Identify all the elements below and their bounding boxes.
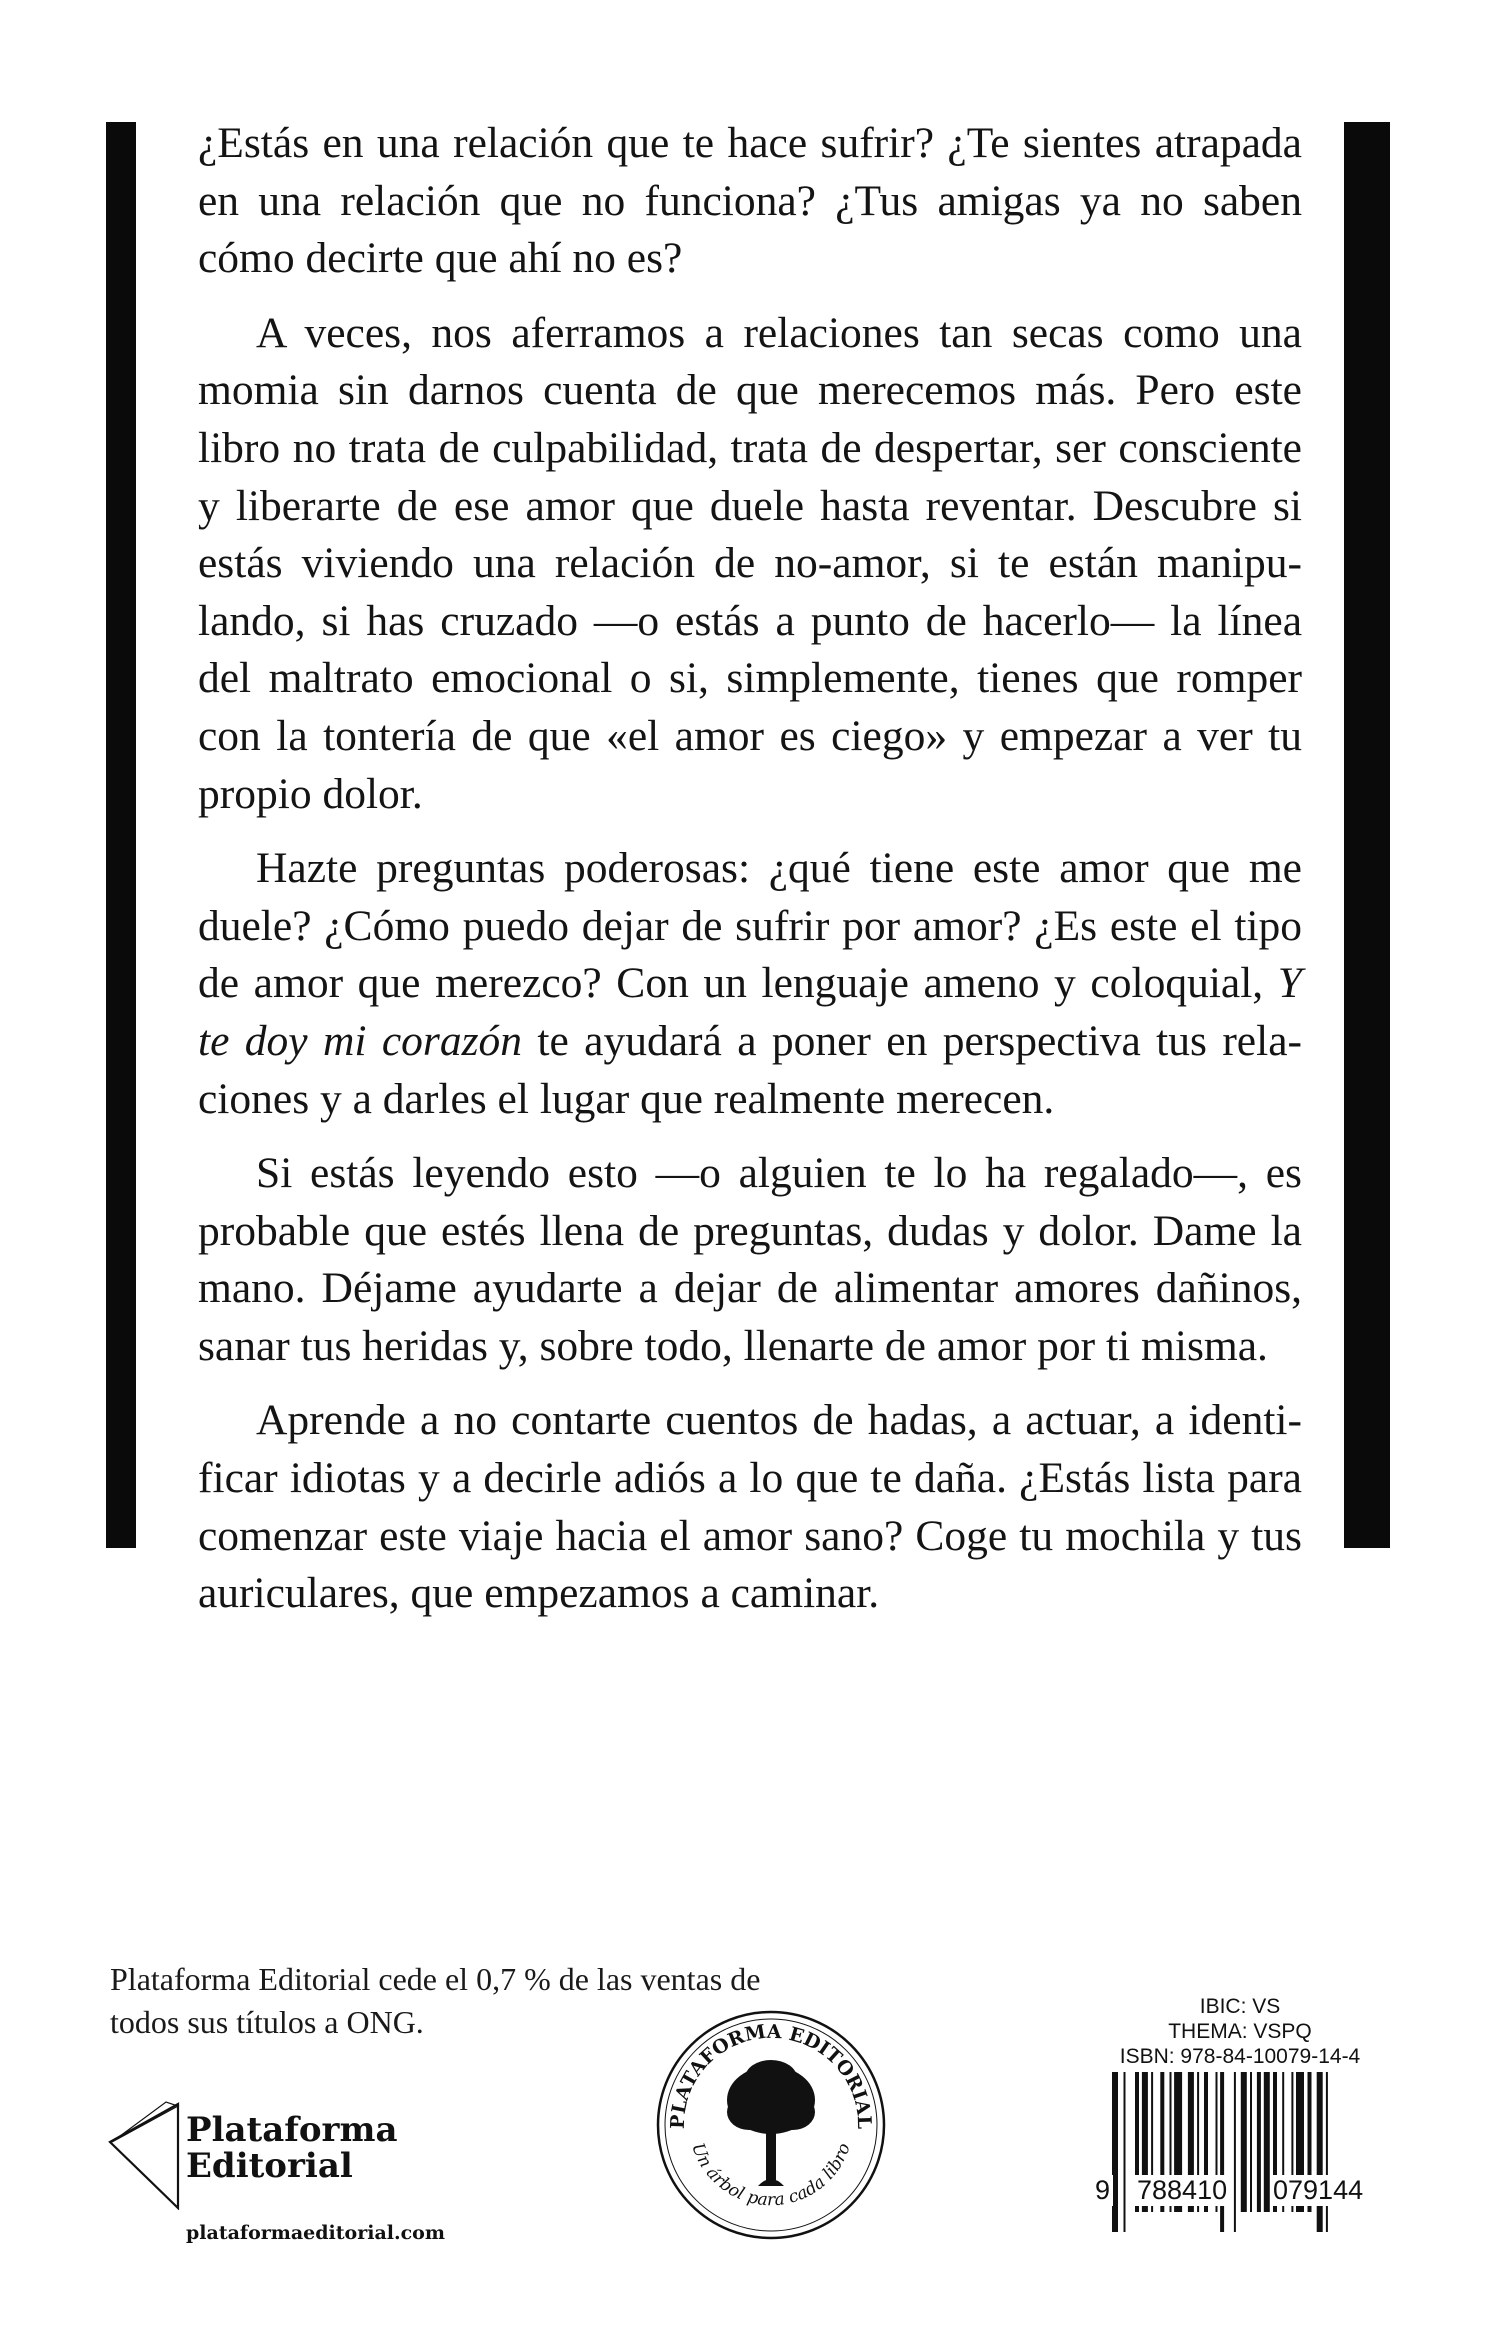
isbn-code: ISBN: 978-84-10079-14-4 [1119,2045,1361,2068]
barcode-digits-left: 788410 [1134,2175,1230,2206]
barcode-digits [1092,2175,1392,2215]
seal-bottom-text: Un árbol para cada libro [687,2140,855,2211]
back-cover-blurb [198,115,1302,1640]
right-decorative-bar [1344,122,1390,1548]
tree-seal [654,2008,888,2242]
seal-top-text: PLATAFORMA EDITORIAL [666,2020,876,2130]
blurb-paragraph-5: Aprende a no contarte cuentos de hadas, a actuar, a identificar idiotas y a decirle adiós a lo que te daña. ¿Estás lista para comenzar este viaje hacia el amor sano? Coge tu mochila y tus auriculares, que empezamos a caminar. [198,1396,1302,1618]
blurb-paragraph-1: ¿Estás en una relación que te hace sufrir? ¿Te sientes atrapada en una relación que no funciona? ¿Tus amigas ya no saben cómo decirte que ahí no es? [198,119,1302,283]
publisher-name: Plataforma Editorial [186,2110,398,2186]
publisher-website[interactable]: plataformaeditorial.com [186,2222,445,2244]
ibic-code: IBIC: VS [1199,1995,1281,2018]
barcode-digits-right: 079144 [1270,2175,1366,2206]
thema-code: THEMA: VSPQ [1168,2020,1312,2043]
book-title: Y te doy mi corazón [198,959,1302,1065]
isbn-barcode [1092,2072,1392,2242]
tree-icon [727,2060,815,2186]
blurb-paragraph-2: A veces, nos aferramos a relaciones tan secas como una momia sin darnos cuenta de que merecemos más. Pero este libro no trata de culpabilidad, trata de despertar, ser consciente y liberarte de ese amor que duele hasta reventar. Descubre si estás viviendo una relación de no-amor, si te están manipulando, si has cruzado —o estás a punto de hacerlo— la línea del maltrato emocional o si, simplemente, tienes que romper con la tontería de que «el amor es ciego» y empezar a ver tu propio dolor. [198,308,1302,818]
classification-codes [1080,1994,1400,2069]
blurb-paragraph-3: Hazte preguntas poderosas: ¿qué tiene este amor que me duele? ¿Cómo puedo dejar de sufrir por amor? ¿Es este el tipo de amor que merezco? Con un lenguaje ameno y coloquial, Y te doy mi corazón te ayudará a poner en perspectiva tus relaciones y a darles el lugar que realmente merecen. [198,844,1303,1123]
donation-note: Plataforma Editorial cede el 0,7 % de las ventas de todos sus títulos a ONG. [110,1961,761,2040]
left-decorative-bar [106,122,136,1548]
barcode-digit-first: 9 [1092,2175,1113,2206]
blurb-paragraph-4: Si estás leyendo esto —o alguien te lo ha regalado—, es probable que estés llena de preguntas, dudas y dolor. Dame la mano. Déjame ayudarte a dejar de alimentar amores dañinos, sanar tus heridas y, sobre todo, llenarte de amor por ti misma. [198,1149,1302,1370]
